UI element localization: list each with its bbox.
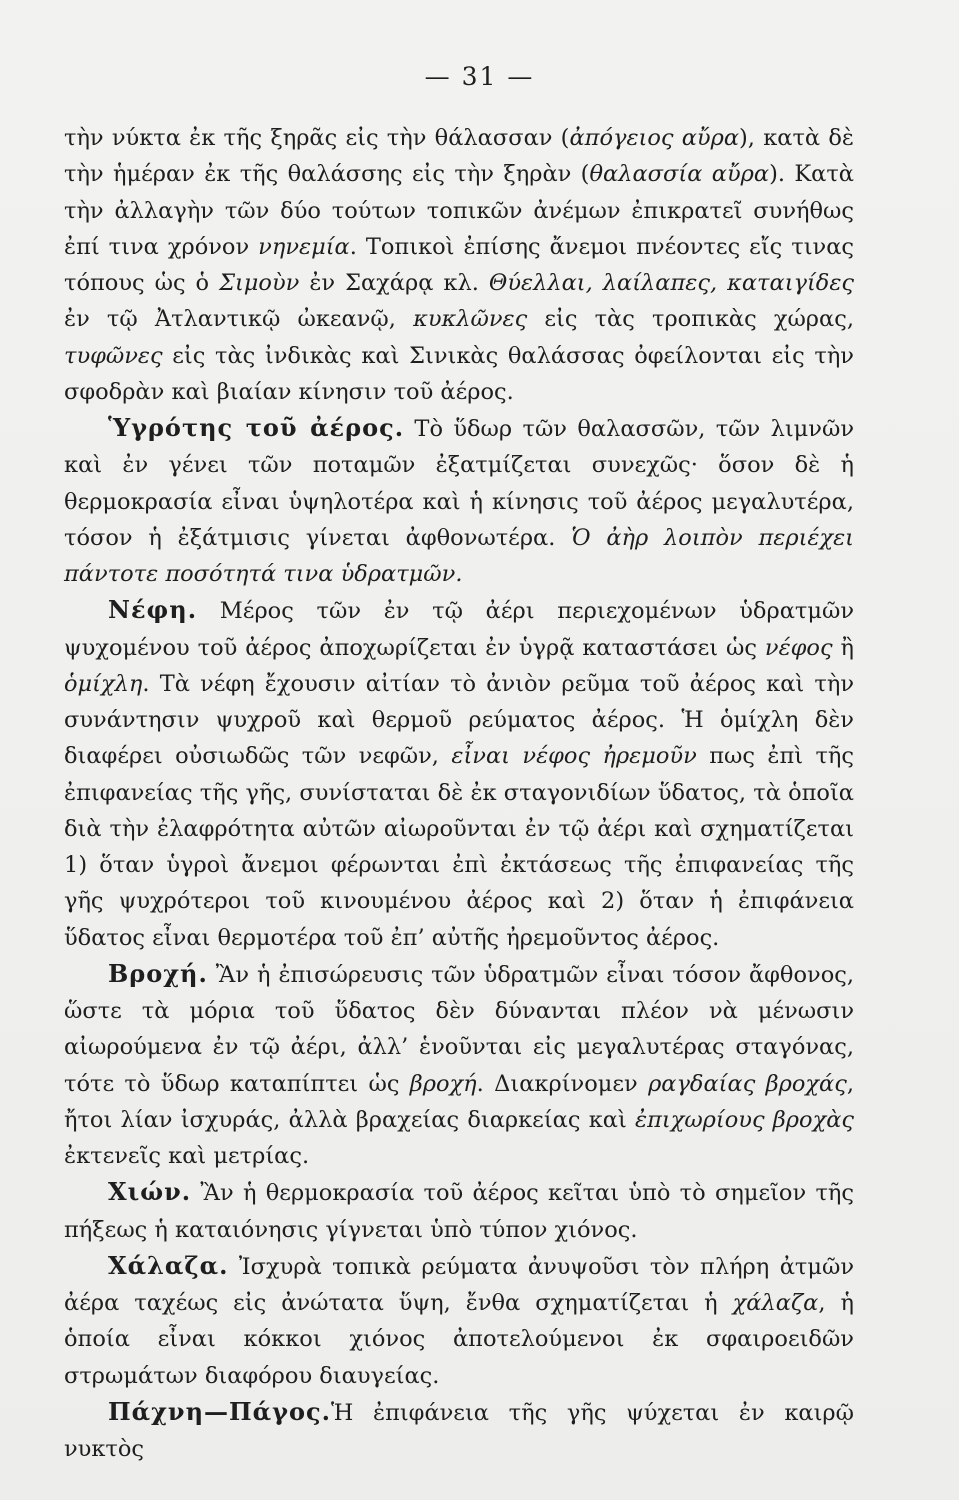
text-run: . Τὰ νέφη ἔχουσιν αἰτίαν τὸ ἀνιὸν ρεῦμα τοῦ ἀέρος καὶ τὴν συνάντησιν ψυχροῦ καὶ θερμοῦ ρεύματος ἀέρος. Ἡ ὁμίχλη δὲν διαφέρει οὐσιωδῶς τῶν νεφῶν, xyxy=(64,670,854,770)
italic-term: χάλαζα xyxy=(732,1290,819,1316)
page-body xyxy=(64,120,854,1467)
text-run: τὴν νύκτα ἐκ τῆς ξηρᾶς εἰς τὴν θάλασσαν ( xyxy=(64,125,570,151)
text-run: , ἤτοι λίαν ἰσχυράς, ἀλλὰ βραχείας διαρκείας καὶ xyxy=(64,1070,854,1133)
italic-term: ραγδαίας βροχάς xyxy=(648,1070,847,1097)
paragraph xyxy=(64,120,854,410)
text-run: ἐν τῷ Ἀτλαντικῷ ὠκεανῷ, xyxy=(64,306,414,333)
section-heading: Πάχνη—Πάγος. xyxy=(108,1396,331,1426)
text-run: Τὸ ὕδωρ τῶν θαλασσῶν, τῶν λιμνῶν καὶ ἐν γένει τῶν ποταμῶν ἐξατμίζεται συνεχῶς· ὅσον δὲ ἡ θερμοκρασία εἶναι ὑψηλοτέρα καὶ ἡ κίνησις τοῦ ἀέρος μεγαλυτέρα, τόσον ἡ ἐξάτμισις γίνεται ἀφθονωτέρα. xyxy=(64,416,854,551)
italic-term: Θύελλαι, λαίλαπες, καταιγίδες xyxy=(488,270,855,296)
italic-term: Σιμοὺν xyxy=(219,270,300,296)
text-run: ἢ xyxy=(832,634,854,661)
text-run: . Διακρίνομεν xyxy=(476,1070,649,1097)
text-run: Ἰσχυρὰ τοπικὰ ρεύματα ἀνυψοῦσι τὸν πλήρη ἀτμῶν ἀέρα ταχέως εἰς ἀνώτατα ὕψη, ἔνθα σχηματίζεται ἡ xyxy=(64,1253,854,1316)
text-run: εἰς τὰς ἰνδικὰς καὶ Σινικὰς θαλάσσας ὀφείλονται εἰς τὴν σφοδρὰν καὶ βιαίαν κίνησιν τοῦ ἀέρος. xyxy=(64,342,854,405)
italic-term: ἀπόγειος αὔρα xyxy=(569,125,740,151)
italic-term: εἶναι νέφος ἠρεμοῦν xyxy=(451,743,697,770)
paragraph xyxy=(64,1174,854,1248)
italic-term: βροχή xyxy=(409,1070,477,1097)
section-heading: Ὑγρότης τοῦ ἀέρος. xyxy=(108,413,405,442)
section-heading: Χάλαζα. xyxy=(108,1250,229,1280)
page-number: — 31 — xyxy=(424,62,535,91)
text-run: ἐν Σαχάρᾳ κλ. xyxy=(299,270,489,296)
italic-term: θαλασσία αὔρα xyxy=(589,161,770,188)
text-run: , ἡ ὁποία εἶναι κόκκοι χιόνος ἀποτελούμενοι ἐκ σφαιροειδῶν στρωμάτων διαφόρου διαυγείας. xyxy=(64,1290,854,1389)
text-run: Ἂν ἡ ἐπισώρευσις τῶν ὑδρατμῶν εἶναι τόσον ἄφθονος, ὥστε τὰ μόρια τοῦ ὕδατος δὲν δύνανται πλέον νὰ μένωσιν αἰωρούμενα ἐν τῷ ἀέρι, ἀλλ’ ἑνοῦνται εἰς μεγαλυτέρας σταγόνας, τότε τὸ ὕδωρ καταπίπτει ὡς xyxy=(64,961,854,1097)
section-heading: Νέφη. xyxy=(108,595,198,625)
paragraph xyxy=(64,592,854,956)
section-heading: Χιών. xyxy=(108,1177,192,1207)
italic-term: κυκλῶνες xyxy=(413,306,528,333)
italic-term: ὁμίχλη xyxy=(64,670,143,697)
paragraph xyxy=(64,410,854,592)
italic-term: ἐπιχωρίους βροχὰς xyxy=(635,1106,855,1133)
paragraph xyxy=(64,1394,854,1468)
text-run: ). Κατὰ τὴν ἀλλαγὴν τῶν δύο τούτων τοπικῶν ἀνέμων ἐπικρατεῖ συνήθως ἐπί τινα χρόνον xyxy=(64,161,855,260)
italic-term: τυφῶνες xyxy=(64,342,163,369)
italic-term: νέφος xyxy=(764,634,833,661)
text-run: ἐκτενεῖς καὶ μετρίας. xyxy=(64,1143,310,1169)
italic-term: νηνεμία xyxy=(258,233,350,260)
text-run: Ἡ ἐπιφάνεια τῆς γῆς ψύχεται ἐν καιρῷ νυκτὸς xyxy=(64,1399,854,1462)
text-run: . Τοπικοὶ ἐπίσης ἄνεμοι πνέοντες εἴς τινας τόπους ὡς ὁ xyxy=(64,233,854,296)
text-run: ), κατὰ δὲ τὴν ἡμέραν ἐκ τῆς θαλάσσης εἰς τὴν ξηρὰν ( xyxy=(64,125,854,188)
text-run: εἰς τὰς τροπικὰς χώρας, xyxy=(527,306,854,333)
italic-term: Ὁ ἀὴρ λοιπὸν περιέχει πάντοτε ποσότητά τινα ὑδρατμῶν. xyxy=(64,524,854,587)
paragraph xyxy=(64,956,854,1175)
text-run: Ἂν ἡ θερμοκρασία τοῦ ἀέρος κεῖται ὑπὸ τὸ σημεῖον τῆς πήξεως ἡ καταιόνησις γίγνεται ὑπὸ τύπον χιόνος. xyxy=(64,1180,854,1243)
text-run: Μέρος τῶν ἐν τῷ ἀέρι περιεχομένων ὑδρατμῶν ψυχομένου τοῦ ἀέρος ἀποχωρίζεται ἐν ὑγρᾷ καταστάσει ὡς xyxy=(64,598,854,661)
text-run: πως ἐπὶ τῆς ἐπιφανείας τῆς γῆς, συνίσταται δὲ ἐκ σταγονιδίων ὕδατος, τὰ ὁποῖα διὰ τὴν ἐλαφρότητα αὐτῶν αἰωροῦνται ἐν τῷ ἀέρι καὶ σχηματίζεται 1) ὅταν ὑγροὶ ἄνεμοι φέρωνται ἐπὶ ἐκτάσεως τῆς ἐπιφανείας τῆς γῆς ψυχρότεροι τοῦ κινουμένου ἀέρος καὶ 2) ὅταν ἡ ἐπιφάνεια ὕδατος εἶναι θερμοτέρα τοῦ ἐπ’ αὐτῆς ἠρεμοῦντος ἀέρος. xyxy=(64,743,855,951)
paragraph xyxy=(64,1248,854,1394)
section-heading: Βροχή. xyxy=(108,958,208,988)
